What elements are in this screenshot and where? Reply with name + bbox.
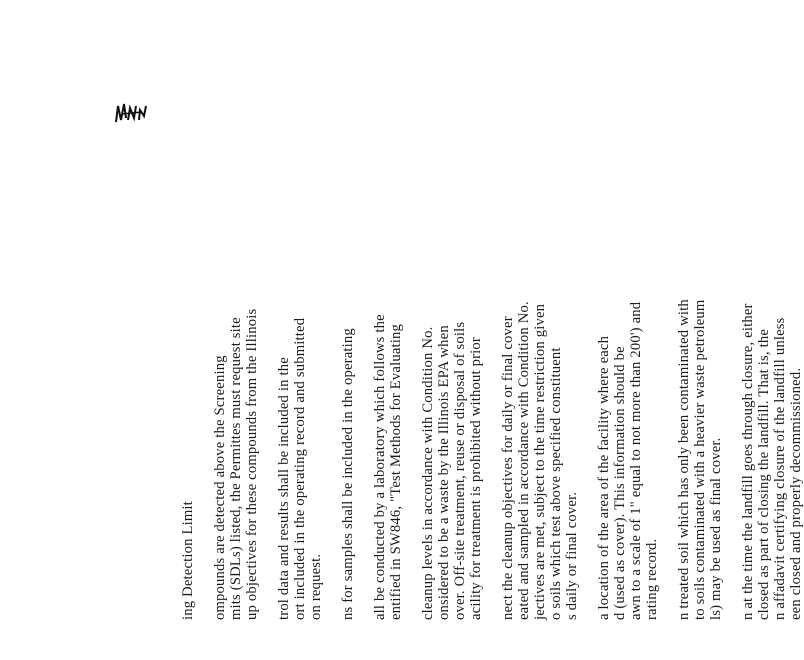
text-line: to soils contaminated with a heavier waste petroleum: [692, 299, 708, 620]
text-line: d (used as cover). This information should be: [612, 346, 628, 620]
text-line: up objectives for these compounds from the Illinois: [244, 308, 260, 620]
paragraph: [212, 0, 260, 620]
handwritten-initials-mark: [112, 100, 152, 126]
paragraph-gap: [196, 0, 212, 620]
text-line: een closed and properly decommissioned.: [788, 367, 804, 620]
text-line: ort included in the operating record and submitted: [292, 317, 308, 620]
text-line: mits (SDLs) listed, the Permittes must request site: [228, 317, 244, 620]
text-line: ns for samples shall be included in the operating: [340, 328, 356, 620]
text-line: ing Detection Limit: [180, 501, 196, 620]
text-line: onsidered to be a waste by the Illinois EPA when: [436, 325, 452, 620]
text-line: over. Off-site treatment, reuse or disposal of soils: [452, 321, 468, 620]
text-line: closed as part of closing the landfill. That is, the: [756, 329, 772, 620]
text-line: cleanup levels in accordance with Condition No.: [420, 326, 436, 620]
paragraph-gap: [660, 0, 676, 620]
paragraph: [676, 0, 724, 620]
paragraph-gap: [724, 0, 740, 620]
text-line: ompounds are detected above the Screening: [212, 355, 228, 620]
document-body: [180, 0, 804, 620]
text-line: nect the cleanup objectives for daily or final cover: [500, 316, 516, 620]
text-line: trol data and results shall be included in the: [276, 357, 292, 620]
text-line: ls) may be used as final cover.: [708, 437, 724, 620]
paragraph-gap: [484, 0, 500, 620]
text-line: n treated soil which has only been contaminated with: [676, 299, 692, 620]
text-line: on request.: [308, 553, 324, 620]
paragraph-gap: [404, 0, 420, 620]
text-line: a location of the area of the facility where each: [596, 335, 612, 620]
rotated-document-text: [180, 160, 804, 660]
paragraph-gap: [580, 0, 596, 620]
paragraph: [180, 0, 196, 620]
text-line: acility for treatment is prohibited without prior: [468, 337, 484, 620]
text-line: n affadavit certifying closure of the landfill unless: [772, 317, 788, 620]
paragraph: [740, 0, 804, 620]
paragraph-gap: [324, 0, 340, 620]
paragraph: [276, 0, 324, 620]
paragraph: [340, 0, 356, 620]
paragraph: [596, 0, 660, 620]
paragraph: [420, 0, 484, 620]
text-line: rating record.: [644, 538, 660, 620]
text-line: entified in SW846, "Test Methods for Evaluating: [388, 323, 404, 620]
text-line: eated and sampled in accordance with Condition No.: [516, 301, 532, 620]
text-line: n at the time the landfill goes through closure, either: [740, 303, 756, 620]
text-line: s daily or final cover.: [564, 491, 580, 620]
text-line: awn to a scale of 1" equal to not more than 200') and: [628, 301, 644, 620]
paragraph: [500, 0, 580, 620]
text-line: all be conducted by a laboratory which follows the: [372, 314, 388, 620]
text-line: o soils which test above specified constituent: [548, 347, 564, 620]
text-line: jectives are met, subject to the time restriction given: [532, 303, 548, 620]
paragraph-gap: [356, 0, 372, 620]
paragraph-gap: [260, 0, 276, 620]
paragraph: [372, 0, 404, 620]
